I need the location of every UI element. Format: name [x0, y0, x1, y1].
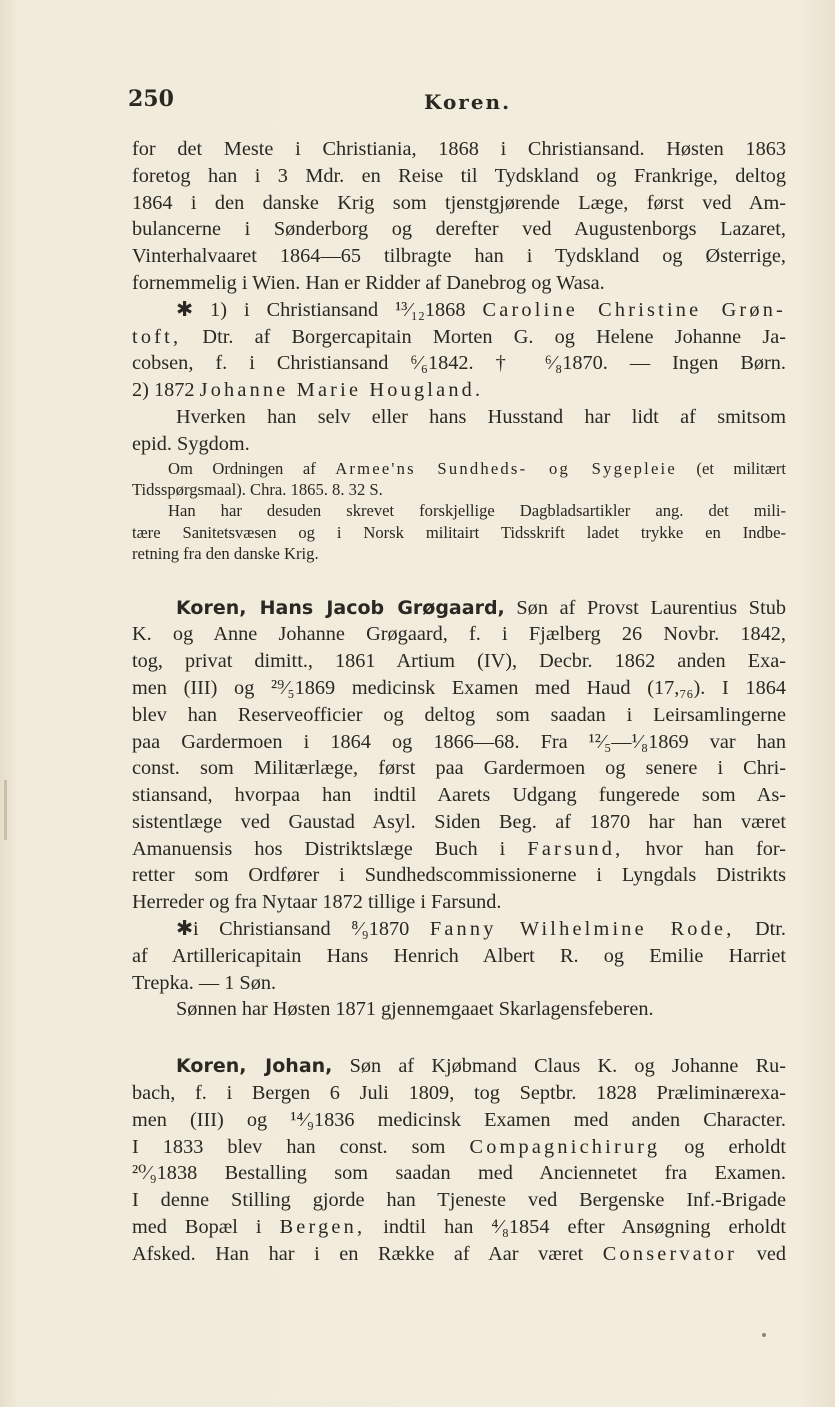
marriage-date: i Christiansand ⁸⁄₉1870 — [193, 918, 410, 941]
text-segment: Afsked. Han har i en Række af Aar været — [132, 1242, 584, 1265]
text-line: tog, privat dimitt., 1861 Artium (IV), Decbr. 1862 anden Exa- — [132, 650, 786, 673]
works-prefix: Om Ordningen af — [168, 458, 316, 478]
title-word: Conservator — [602, 1242, 738, 1265]
text-line: Hverken han selv eller hans Husstand har lidt af smitsom — [176, 405, 786, 428]
entry-first-line — [132, 595, 786, 622]
place-name: Farsund, — [527, 837, 624, 860]
text-line: sistentlæge ved Gaustad Asyl. Siden Beg. af 1870 har han været — [132, 810, 786, 833]
text-line: blev han Reserveofficier og deltog som saadan i Leirsamlingerne — [132, 703, 786, 726]
entry-first-line — [132, 1053, 786, 1080]
text-segment: med Bopæl i — [132, 1216, 262, 1239]
text-line: men (III) og ¹⁴⁄₉1836 medicinsk Examen med anden Character. — [132, 1108, 786, 1131]
text-line — [132, 1134, 786, 1161]
marriage-line — [132, 377, 786, 404]
title-word: Compagnichirurg — [469, 1135, 661, 1158]
body-text — [132, 136, 786, 1268]
text-line: for det Meste i Christiania, 1868 i Christiansand. Høsten 1863 — [132, 138, 786, 160]
page-header — [128, 86, 788, 116]
marriage-line — [132, 324, 786, 351]
place-name: Bergen, — [279, 1216, 366, 1239]
spouse-name: Fanny Wilhelmine Rode, — [429, 918, 735, 941]
text-line: bulancerne i Sønderborg og derefter ved Augustenborgs Lazaret, — [132, 218, 786, 241]
works-line: Tidsspørgsmaal). Chra. 1865. 8. 32 S. — [132, 479, 383, 499]
works-note: Han har desuden skrevet forskjellige Dagbladsartikler ang. det mili- — [168, 501, 786, 521]
text-segment: Amanuensis hos Distriktslæge Buch i — [132, 837, 506, 860]
marriage-date: 1) i Christiansand ¹³⁄₁₂1868 — [210, 298, 466, 321]
spouse-name: Caroline Christine Grøn- — [482, 298, 786, 321]
text-line: ²⁰⁄₉1838 Bestalling som saadan med Anciennetet fra Examen. — [132, 1162, 786, 1185]
text-line: Sønnen har Høsten 1871 gjennemgaaet Skarlagensfeberen. — [176, 998, 654, 1021]
entry-name: Koren, Hans Jacob Grøgaard, — [176, 596, 505, 619]
entry-text: Søn af Provst Laurentius Stub — [516, 596, 786, 619]
print-speck — [762, 1333, 766, 1337]
marriage-detail: Dtr. af Borgercapitain Morten G. og Helene Johanne Ja- — [202, 325, 786, 348]
marriage-symbol: ✱ — [176, 918, 193, 941]
text-line: Vinterhalvaaret 1864—65 tilbragte han i Tydskland og Østerrige, — [132, 245, 786, 268]
works-note: retning fra den danske Krig. — [132, 544, 319, 564]
spouse-name: toft, — [132, 325, 182, 348]
marriage-line — [132, 297, 786, 324]
text-line: foretog han i 3 Mdr. en Reise til Tydskland og Frankrige, deltog — [132, 164, 786, 187]
marriage-line: af Artillericapitain Hans Henrich Albert R. og Emilie Harriet — [132, 944, 786, 967]
text-line: Herreder og fra Nytaar 1872 tillige i Farsund. — [132, 891, 502, 914]
text-line — [132, 836, 786, 863]
entry-text: Søn af Kjøbmand Claus K. og Johanne Ru- — [349, 1055, 786, 1078]
text-line: paa Gardermoen i 1864 og 1866—68. Fra ¹²⁄₅—¹⁄₈1869 var han — [132, 730, 786, 753]
page-number: 250 — [128, 86, 174, 112]
text-segment: og erholdt — [684, 1135, 786, 1158]
text-segment: hvor han for- — [645, 837, 786, 860]
text-line: retter som Ordfører i Sundhedscommissionerne i Lyngdals Distrikts — [132, 864, 786, 887]
entry-name: Koren, Johan, — [176, 1055, 333, 1078]
works-suffix: (et militært — [696, 458, 786, 478]
text-line: K. og Anne Johanne Grøgaard, f. i Fjælberg 26 Novbr. 1842, — [132, 623, 786, 646]
marriage-date: 2) 1872 — [132, 379, 195, 402]
running-head: Koren. — [424, 90, 512, 114]
text-segment: ved — [756, 1242, 786, 1265]
text-line: bach, f. i Bergen 6 Juli 1809, tog Septbr. 1828 Præliminærexa- — [132, 1082, 786, 1105]
marriage-detail: Dtr. — [755, 918, 786, 941]
marriage-line: Trepka. — 1 Søn. — [132, 971, 277, 994]
text-line — [132, 1241, 786, 1268]
works-line — [132, 458, 786, 479]
text-line: fornemmelig i Wien. Han er Ridder af Danebrog og Wasa. — [132, 271, 605, 294]
page-edge-mark — [4, 780, 7, 840]
text-line — [132, 1214, 786, 1241]
marriage-line: cobsen, f. i Christiansand ⁶⁄₆1842. † ⁶⁄₈1870. — Ingen Børn. — [132, 352, 786, 375]
text-line: stiansand, hvorpaa han indtil Aarets Udgang fungerede som As- — [132, 784, 786, 807]
works-title: Armee'ns Sundheds- og Sygepleie — [335, 458, 677, 478]
text-line: 1864 i den danske Krig som tjenstgjørende Læge, først ved Am- — [132, 191, 786, 214]
text-segment: indtil han ⁴⁄₈1854 efter Ansøgning erholdt — [383, 1216, 786, 1239]
text-line: men (III) og ²⁹⁄₅1869 medicinsk Examen med Haud (17,₇₆). I 1864 — [132, 676, 786, 699]
text-line: const. som Militærlæge, først paa Gardermoen og senere i Chri- — [132, 757, 786, 780]
marriage-line — [132, 916, 786, 943]
text-segment: I 1833 blev han const. som — [132, 1135, 446, 1158]
marriage-symbol: ✱ — [176, 298, 193, 321]
works-note: tære Sanitetsvæsen og i Norsk militairt Tidsskrift ladet trykke en Indbe- — [132, 522, 786, 542]
text-line: I denne Stilling gjorde han Tjeneste ved Bergenske Inf.-Brigade — [132, 1189, 786, 1212]
text-line: epid. Sygdom. — [132, 432, 250, 455]
spouse-name: Johanne Marie Hougland. — [199, 379, 484, 402]
